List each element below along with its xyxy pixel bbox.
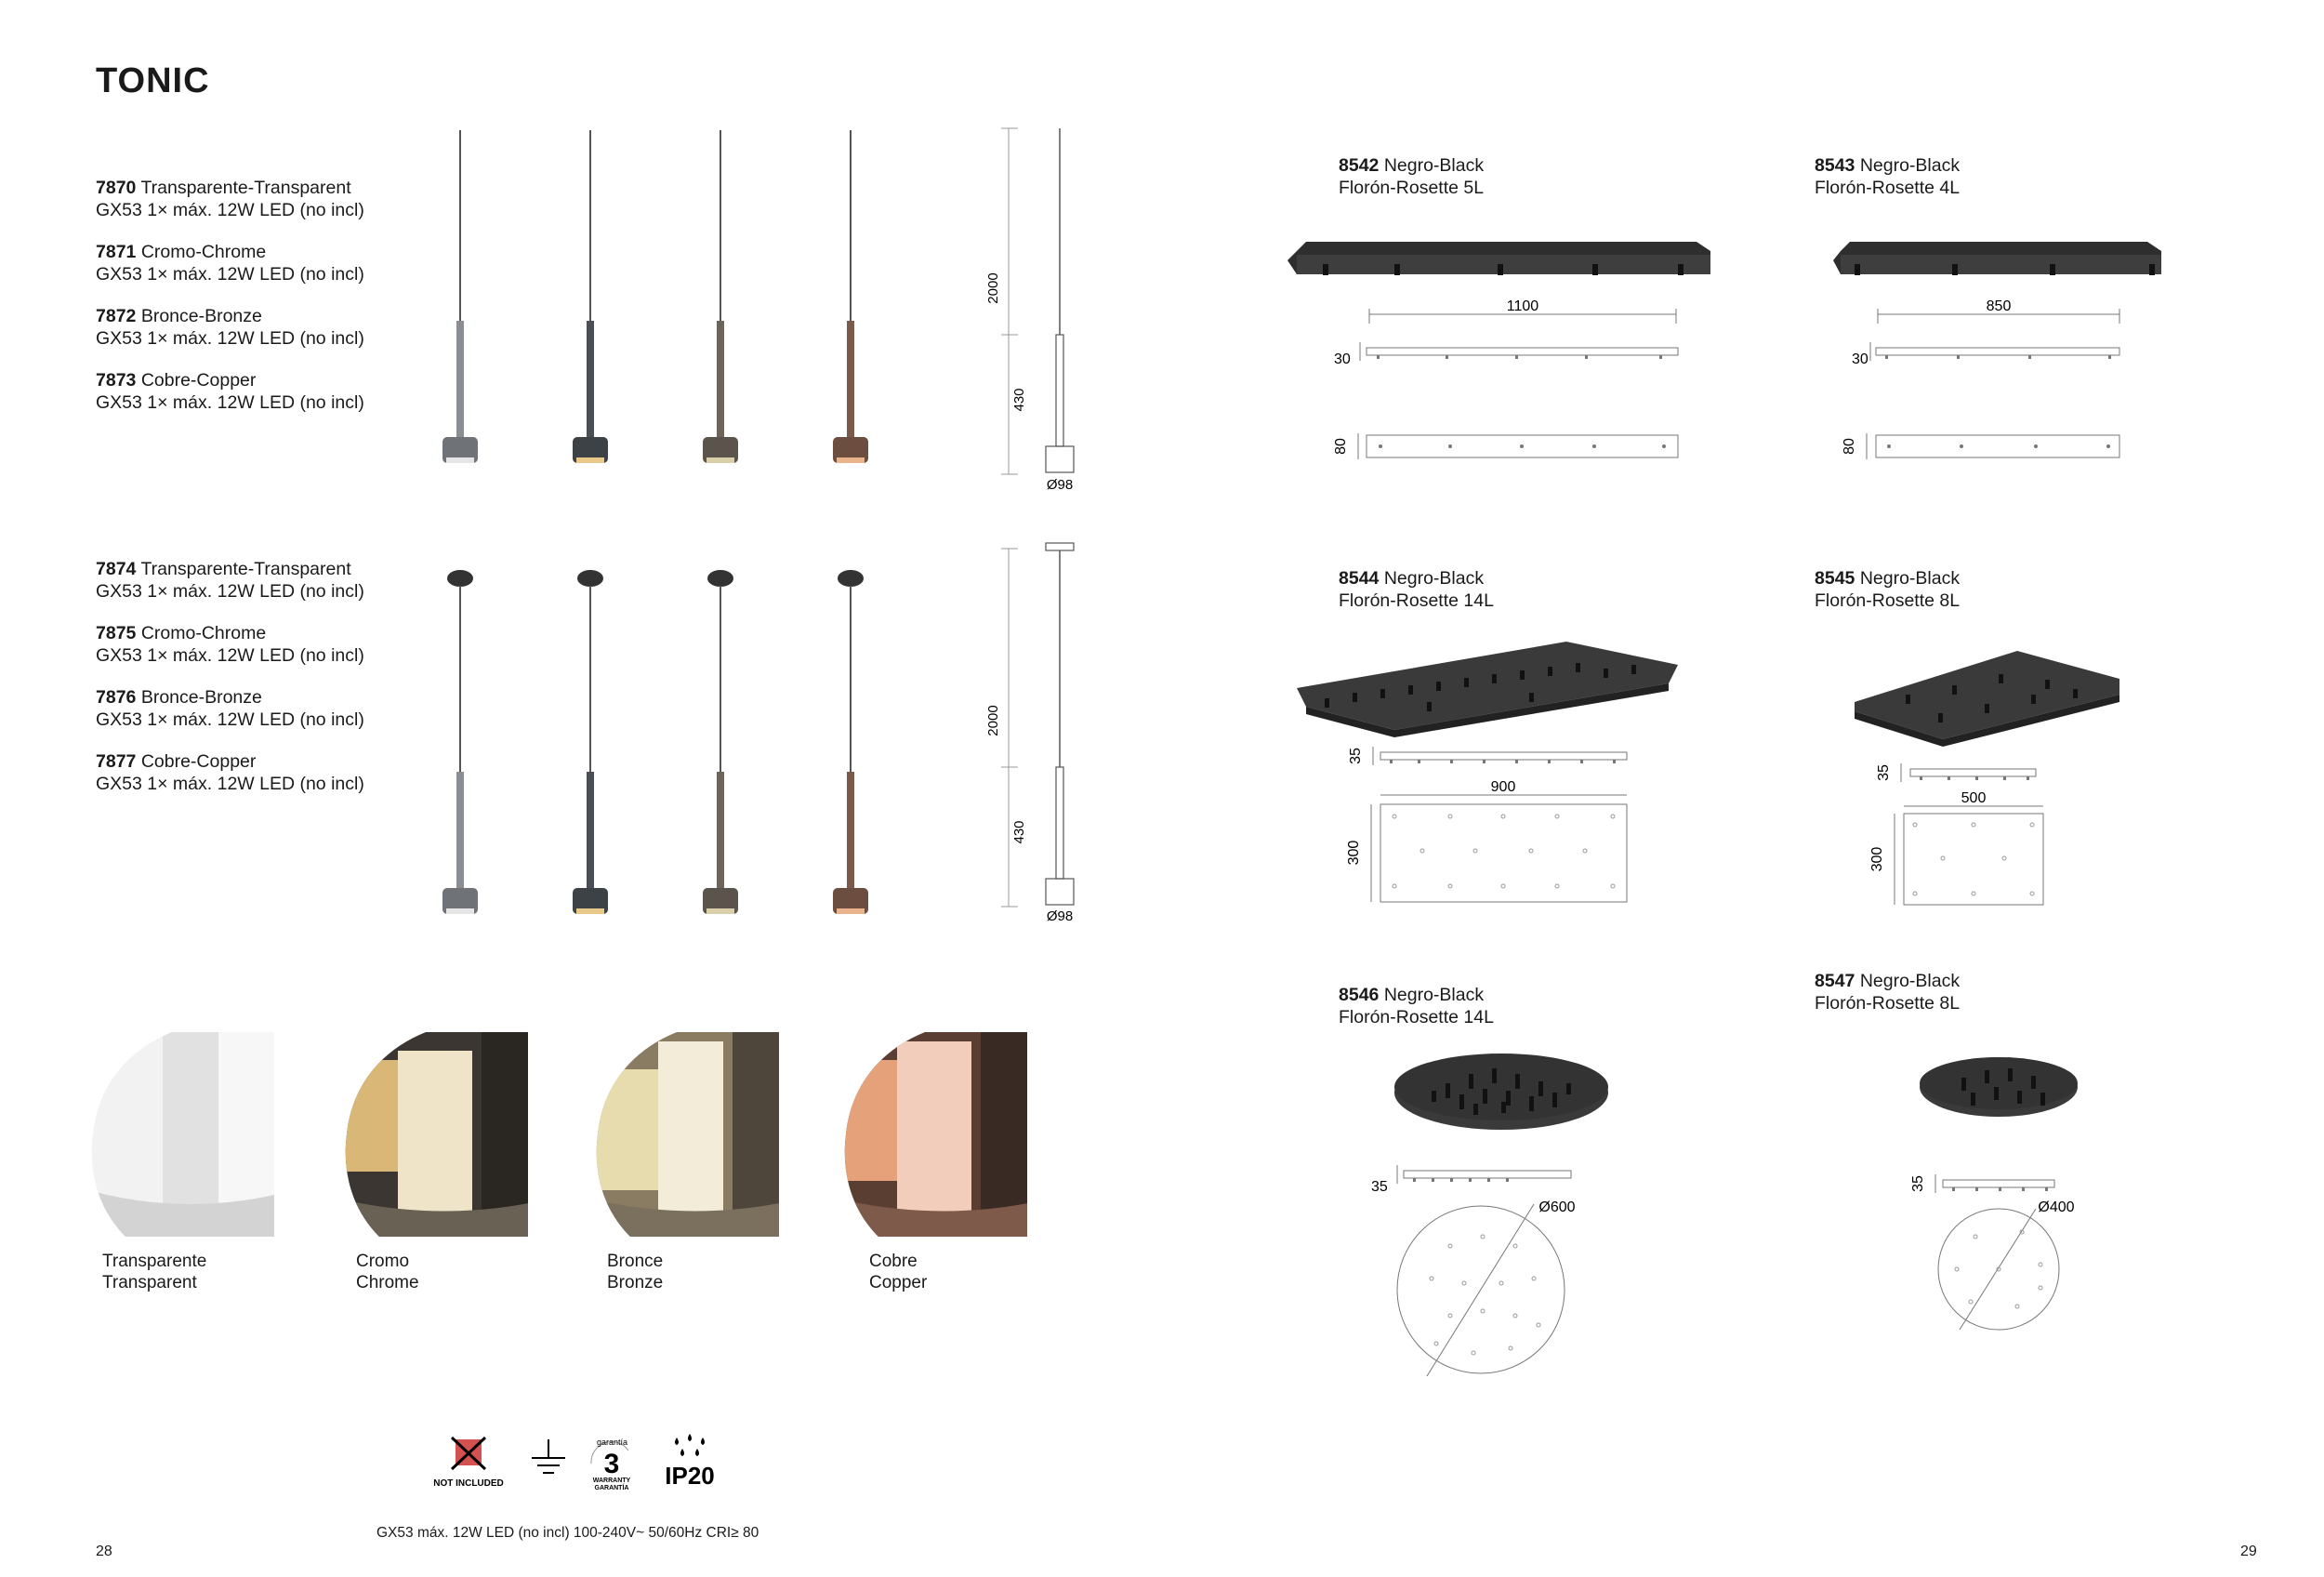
dim-height: 2000 bbox=[985, 272, 1001, 304]
product-name: Florón-Rosette 14L bbox=[1339, 590, 1494, 611]
dim-depth: 80 bbox=[1333, 438, 1349, 455]
swatch-label-es: Bronce bbox=[607, 1252, 664, 1271]
product-code: 7874 bbox=[96, 559, 137, 579]
product-code: 7875 bbox=[96, 623, 137, 643]
product-spec: GX53 1× máx. 12W LED (no incl) bbox=[96, 264, 364, 285]
ip20-icon bbox=[665, 1434, 715, 1490]
pendant-lamps-row-2 bbox=[428, 558, 911, 930]
product-spec: GX53 1× máx. 12W LED (no incl) bbox=[96, 709, 364, 730]
product-finish: Bronce-Bronze bbox=[140, 306, 262, 326]
product-spec: GX53 1× máx. 12W LED (no incl) bbox=[96, 200, 364, 220]
product-code: 8544 bbox=[1339, 568, 1380, 589]
rosette-drawing-8544 bbox=[1287, 637, 1687, 916]
warranty-label: WARRANTY bbox=[592, 1478, 631, 1484]
product-finish: Negro-Black bbox=[1383, 568, 1485, 589]
product-finish: Transparente-Transparent bbox=[140, 178, 351, 198]
spec-item bbox=[96, 558, 364, 603]
dim-width: 850 bbox=[1986, 298, 2012, 314]
swatch-image-bronze bbox=[593, 1032, 798, 1237]
dim-height: 35 bbox=[1910, 1175, 1926, 1192]
product-finish: Cromo-Chrome bbox=[140, 623, 267, 643]
certification-icons bbox=[428, 1432, 744, 1506]
pendant-lamp-chrome bbox=[573, 130, 608, 463]
ground-icon bbox=[532, 1439, 565, 1473]
product-finish: Cromo-Chrome bbox=[140, 242, 267, 262]
pendant-lamps-row-1 bbox=[428, 121, 911, 474]
dim-height: 30 bbox=[1852, 351, 1868, 367]
product-spec: GX53 1× máx. 12W LED (no incl) bbox=[96, 328, 364, 349]
product-code: 7872 bbox=[96, 306, 137, 326]
ip-rating: IP20 bbox=[665, 1462, 715, 1490]
product-code: 8542 bbox=[1339, 155, 1380, 176]
spec-list-pendant-rosette bbox=[96, 558, 364, 795]
dim-height: 35 bbox=[1371, 1179, 1388, 1195]
product-code: 7877 bbox=[96, 751, 137, 772]
product-code: 8547 bbox=[1815, 971, 1855, 991]
product-name: Florón-Rosette 5L bbox=[1339, 178, 1485, 198]
dim-height: 35 bbox=[1876, 764, 1892, 781]
spec-item bbox=[96, 369, 364, 414]
dim-depth: 300 bbox=[1869, 846, 1885, 872]
warranty-3-years-icon bbox=[591, 1438, 631, 1491]
dim-body: 430 bbox=[1011, 820, 1027, 844]
product-finish: Transparente-Transparent bbox=[140, 559, 351, 579]
rosette-label-8546 bbox=[1339, 984, 1494, 1028]
dim-body: 430 bbox=[1011, 388, 1027, 412]
product-spec: GX53 1× máx. 12W LED (no incl) bbox=[96, 392, 364, 413]
swatch-label-copper bbox=[869, 1251, 927, 1293]
product-code: 8545 bbox=[1815, 568, 1855, 589]
dim-diameter: Ø400 bbox=[2038, 1199, 2075, 1215]
rosette-drawing-8547 bbox=[1887, 1046, 2129, 1344]
page-number-left: 28 bbox=[96, 1544, 112, 1559]
swatch-label-en: Copper bbox=[869, 1273, 928, 1292]
spec-item bbox=[96, 750, 364, 795]
footer-spec: GX53 máx. 12W LED (no incl) 100-240V~ 50/60Hz CRI≥ 80 bbox=[376, 1525, 759, 1541]
rosette-drawing-8542 bbox=[1287, 232, 1724, 465]
product-spec: GX53 1× máx. 12W LED (no incl) bbox=[96, 581, 364, 602]
product-name: Florón-Rosette 8L bbox=[1815, 993, 1961, 1014]
product-name: Florón-Rosette 14L bbox=[1339, 1007, 1494, 1027]
product-code: 7870 bbox=[96, 178, 137, 198]
product-finish: Negro-Black bbox=[1859, 971, 1961, 991]
spec-item bbox=[96, 305, 364, 350]
warranty-label-es: GARANTÍA bbox=[594, 1485, 629, 1491]
pendant-lamp-copper bbox=[833, 130, 868, 463]
rosette-drawing-8545 bbox=[1850, 637, 2166, 916]
dim-diameter: Ø98 bbox=[1046, 908, 1074, 924]
swatch-label-es: Cobre bbox=[869, 1252, 918, 1271]
swatch-label-en: Transparent bbox=[102, 1273, 197, 1292]
product-finish: Bronce-Bronze bbox=[140, 687, 262, 708]
swatch-image-copper bbox=[841, 1032, 1046, 1237]
dim-height: 30 bbox=[1334, 351, 1351, 367]
product-code: 7871 bbox=[96, 242, 137, 262]
rosette-label-8542 bbox=[1339, 154, 1484, 199]
swatch-label-es: Cromo bbox=[356, 1252, 410, 1271]
product-code: 7876 bbox=[96, 687, 137, 708]
product-spec: GX53 1× máx. 12W LED (no incl) bbox=[96, 774, 364, 794]
dimension-drawing-pendant-rosette bbox=[981, 539, 1092, 930]
product-name: Florón-Rosette 8L bbox=[1815, 590, 1961, 611]
swatch-label-chrome bbox=[356, 1251, 419, 1293]
product-finish: Negro-Black bbox=[1859, 155, 1961, 176]
product-finish: Negro-Black bbox=[1383, 155, 1485, 176]
swatch-image-transparent bbox=[88, 1032, 293, 1237]
page-number-right: 29 bbox=[2240, 1544, 2257, 1559]
product-finish: Negro-Black bbox=[1859, 568, 1961, 589]
dim-depth: 300 bbox=[1346, 840, 1362, 866]
swatch-label-es: Transparente bbox=[102, 1252, 207, 1271]
page-title: TONIC bbox=[96, 61, 210, 100]
rosette-label-8545 bbox=[1815, 567, 1960, 612]
dim-width: 1100 bbox=[1506, 298, 1539, 314]
dim-diameter: Ø98 bbox=[1046, 477, 1074, 493]
pendant-lamp-bronze bbox=[703, 130, 738, 463]
rosette-label-8543 bbox=[1815, 154, 1960, 199]
dim-diameter: Ø600 bbox=[1538, 1199, 1576, 1215]
spec-list-pendant bbox=[96, 177, 364, 414]
swatch-image-chrome bbox=[342, 1032, 547, 1237]
product-spec: GX53 1× máx. 12W LED (no incl) bbox=[96, 645, 364, 666]
product-code: 8546 bbox=[1339, 985, 1380, 1005]
product-finish: Negro-Black bbox=[1383, 985, 1485, 1005]
swatch-label-bronze bbox=[607, 1251, 663, 1293]
not-included-label: NOT INCLUDED bbox=[433, 1478, 504, 1489]
warranty-number: 3 bbox=[603, 1449, 620, 1479]
dim-width: 900 bbox=[1490, 779, 1516, 795]
swatch-label-en: Chrome bbox=[356, 1273, 419, 1292]
rosette-label-8544 bbox=[1339, 567, 1494, 612]
pendant-lamp-chrome bbox=[573, 570, 608, 914]
dim-depth: 80 bbox=[1842, 438, 1857, 455]
rosette-drawing-8546 bbox=[1362, 1046, 1641, 1390]
swatch-label-transparent bbox=[102, 1251, 206, 1293]
product-code: 8543 bbox=[1815, 155, 1855, 176]
pendant-lamp-bronze bbox=[703, 570, 738, 914]
pendant-lamp-copper bbox=[833, 570, 868, 914]
spec-item bbox=[96, 686, 364, 731]
product-code: 7873 bbox=[96, 370, 137, 391]
pendant-lamp-transparent bbox=[442, 570, 478, 914]
dim-height: 35 bbox=[1348, 748, 1364, 764]
dimension-drawing-pendant bbox=[981, 121, 1092, 502]
warranty-arc-text: garantía bbox=[597, 1438, 628, 1447]
spec-item bbox=[96, 177, 364, 221]
dim-width: 500 bbox=[1961, 790, 1987, 806]
spec-item bbox=[96, 622, 364, 667]
product-name: Florón-Rosette 4L bbox=[1815, 178, 1961, 198]
dim-height: 2000 bbox=[985, 705, 1001, 736]
product-finish: Cobre-Copper bbox=[140, 370, 257, 391]
product-finish: Cobre-Copper bbox=[140, 751, 257, 772]
rosette-drawing-8543 bbox=[1813, 232, 2185, 465]
rosette-label-8547 bbox=[1815, 970, 1960, 1014]
bulb-not-included-icon bbox=[433, 1438, 504, 1489]
pendant-lamp-transparent bbox=[442, 130, 478, 463]
swatch-label-en: Bronze bbox=[607, 1273, 664, 1292]
spec-item bbox=[96, 241, 364, 285]
